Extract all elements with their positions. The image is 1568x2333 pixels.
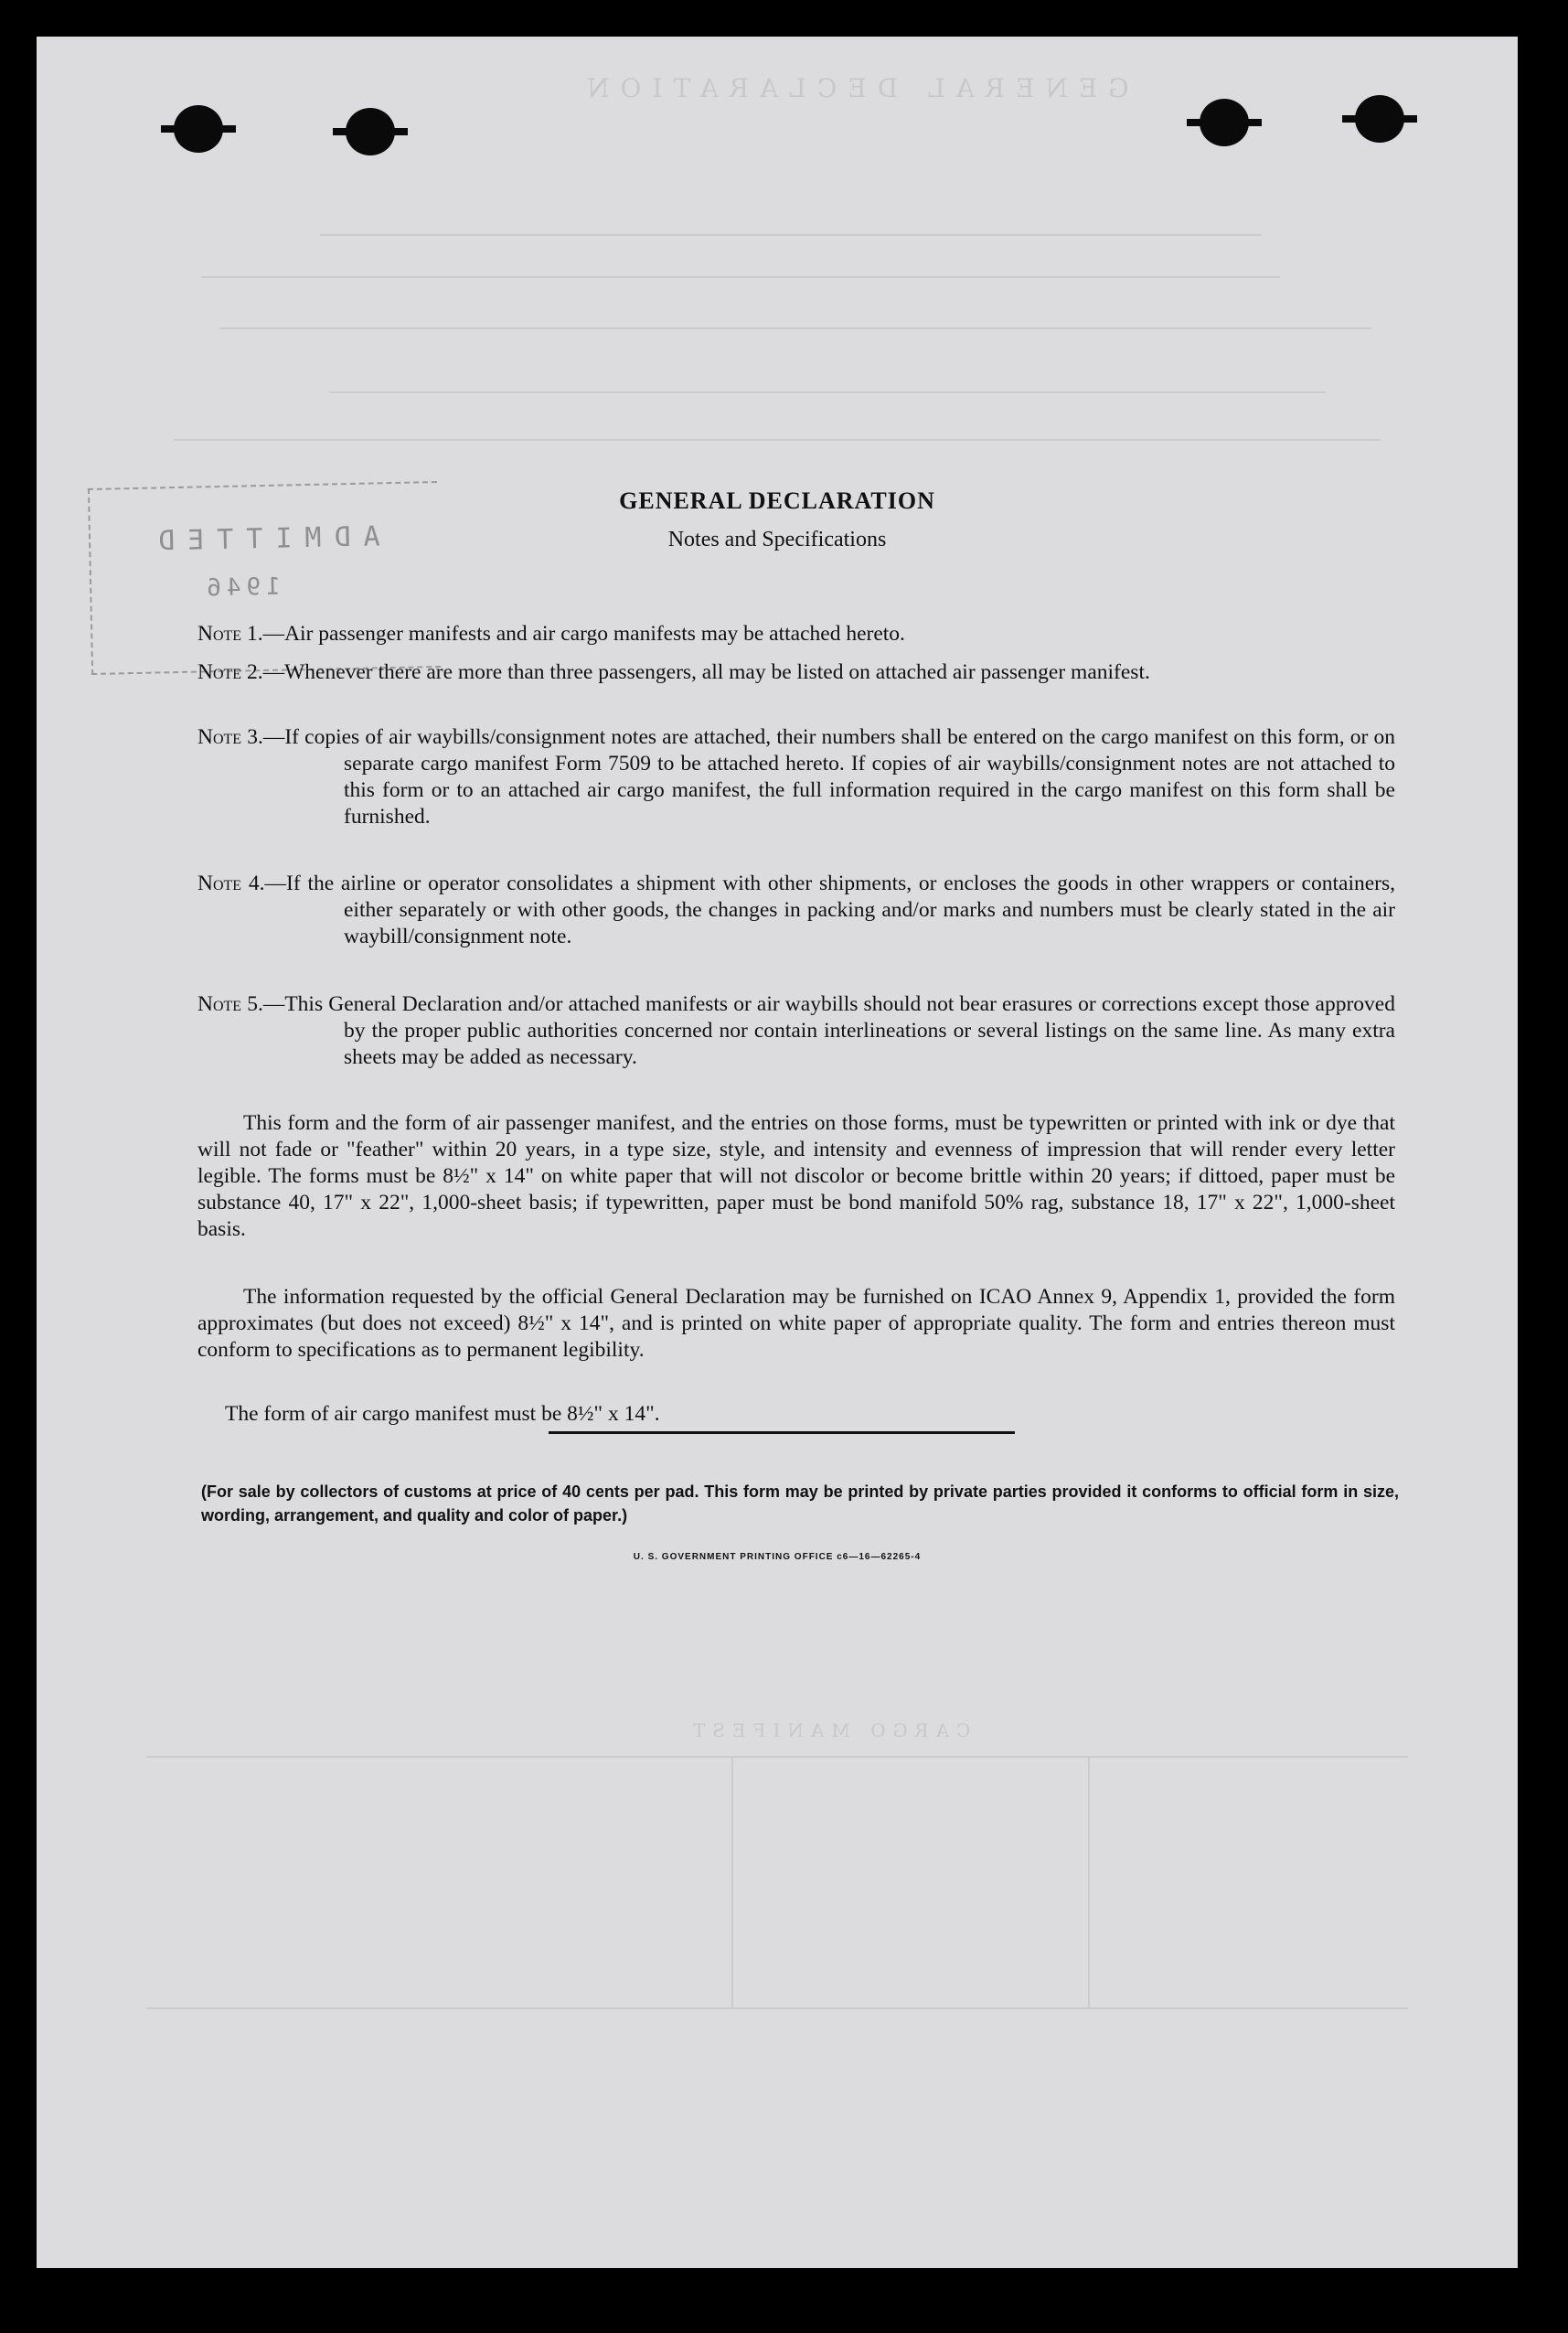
note-text: —If the airline or operator consolidates a shipment with other shipments, or encloses the goods in other wrappers or containers, either separately or with other goods, the changes in packing and/or marks and numbers must be clearly stated in the air waybill/consignment note. — [264, 872, 1395, 948]
bleed-through-line — [731, 1756, 733, 2007]
note-label: Note 3. — [197, 725, 263, 749]
note-3 — [197, 724, 1395, 830]
punch-hole-right-inner — [1200, 99, 1249, 146]
punch-hole-left-inner — [346, 108, 395, 155]
sale-notice: (For sale by collectors of customs at price of 40 cents per pad. This form may be printed by private parties provided it conforms to official form in size, wording, arrangement, and quality and color of paper.) — [201, 1482, 1399, 1525]
punch-hole-left-outer — [174, 105, 223, 153]
note-text: —This General Declaration and/or attached manifests or air waybills should not bear erasures or corrections except those approved by the proper public authorities concerned nor contain interlineations or several listings on the same line. As many extra sheets may be added as necessary. — [262, 992, 1395, 1069]
note-4 — [197, 871, 1395, 950]
printing-office-imprint: U. S. GOVERNMENT PRINTING OFFICE c6—16—62265-4 — [633, 1552, 922, 1562]
bleed-through-line — [146, 1756, 1408, 1758]
stamp-year: 1946 — [200, 573, 282, 603]
stamp-mirrored-text: ADMITTED — [144, 520, 380, 558]
document-title: GENERAL DECLARATION — [619, 487, 935, 514]
punch-hole-right-outer — [1355, 95, 1404, 143]
bleed-through-line — [219, 327, 1371, 329]
form-specification-paragraph: This form and the form of air passenger manifest, and the entries on those forms, must be typewritten or printed with ink or dye that will not fade or "feather" within 20 years, in a type size, style, and intensity and evenness of impression that will render every letter legible. The forms must be 8½" x 14" on white paper that will not discolor or become brittle within 20 years; if dittoed, paper must be substance 40, 17" x 22", 1,000-sheet basis; if typewritten, paper must be bond manifold 50% rag, substance 18, 17" x 22", 1,000-sheet basis. — [197, 1111, 1395, 1241]
icao-paragraph: The information requested by the official General Declaration may be furnished on ICAO Annex 9, Appendix 1, provided the form approximates (but does not exceed) 8½" x 14", and is printed on white paper of appropriate quality. The form and entries thereon must conform to specifications as to permanent legibility. — [197, 1285, 1395, 1362]
bleed-through-line — [201, 276, 1280, 278]
note-label: Note 4. — [197, 872, 265, 895]
cargo-manifest-size-paragraph: The form of air cargo manifest must be 8½" x 14". — [225, 1402, 660, 1426]
bleed-through-line — [329, 391, 1326, 393]
note-5 — [197, 991, 1395, 1071]
document-subtitle: Notes and Specifications — [667, 528, 887, 551]
note-label: Note 5. — [197, 992, 263, 1016]
bleed-through-heading: GENERAL DECLARATION — [576, 73, 1129, 103]
divider-rule — [549, 1431, 1015, 1434]
document-page — [37, 37, 1518, 2268]
note-label: Note 2. — [197, 660, 263, 684]
note-label: Note 1. — [197, 622, 263, 646]
note-text: —Air passenger manifests and air cargo manifests may be attached hereto. — [262, 622, 905, 646]
note-text: —Whenever there are more than three passengers, all may be listed on attached air passenger manifest. — [262, 660, 1150, 684]
note-2 — [197, 659, 1395, 686]
note-1 — [197, 621, 1395, 647]
bleed-through-line — [174, 439, 1381, 441]
bleed-through-line — [1088, 1756, 1090, 2007]
bleed-through-cargo-heading: CARGO MANIFEST — [686, 1719, 971, 1741]
bleed-through-line — [320, 234, 1262, 236]
note-text: —If copies of air waybills/consignment notes are attached, their numbers shall be entered on the cargo manifest on this form, or on separate cargo manifest Form 7509 to be attached hereto. If copies of air waybills/consignment notes are not attached to this form or to an attached air cargo manifest, the full information required in the cargo manifest on this form shall be furnished. — [262, 725, 1395, 829]
bleed-through-line — [146, 2007, 1408, 2009]
